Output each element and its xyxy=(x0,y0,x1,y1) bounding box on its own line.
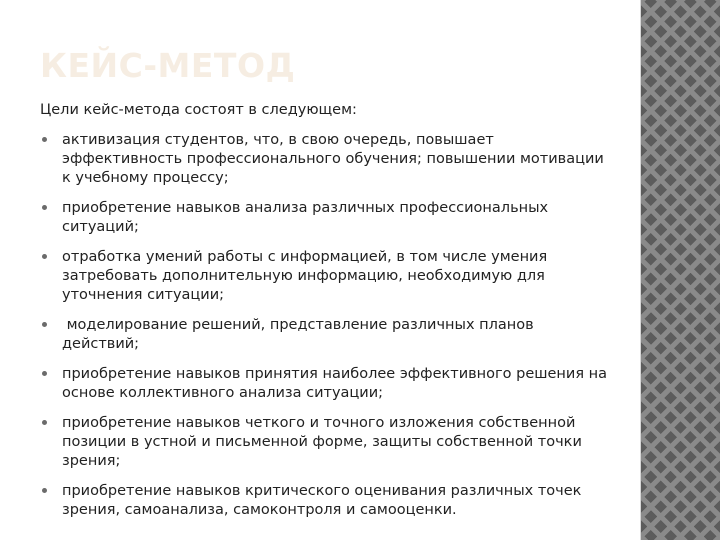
list-item-text: приобретение навыков принятия наиболее эффективного решения на основе коллективного анализа ситуации; xyxy=(62,366,612,401)
slide-title: КЕЙС-МЕТОД xyxy=(40,46,296,85)
bullet-icon xyxy=(42,205,47,210)
goals-list xyxy=(40,131,615,520)
bullet-icon xyxy=(42,254,47,259)
list-item-text: приобретение навыков анализа различных профессиональных ситуаций; xyxy=(62,200,553,235)
list-item xyxy=(40,316,615,354)
list-item xyxy=(40,199,615,237)
list-item xyxy=(40,131,615,188)
intro-text: Цели кейс-метода состоят в следующем: xyxy=(40,102,357,118)
bullet-icon xyxy=(42,488,47,493)
bullet-icon xyxy=(42,137,47,142)
slide-body xyxy=(40,101,615,531)
list-item xyxy=(40,414,615,471)
list-item-text: приобретение навыков четкого и точного изложения собственной позиции в устной и письменной форме, защиты собственной точки зрения; xyxy=(62,415,587,469)
list-item xyxy=(40,482,615,520)
list-item-text: приобретение навыков критического оценивания различных точек зрения, самоанализа, самоконтроля и самооценки. xyxy=(62,483,587,518)
decorative-side-band xyxy=(641,0,720,540)
bullet-icon xyxy=(42,420,47,425)
list-item xyxy=(40,248,615,305)
list-item xyxy=(40,365,615,403)
bullet-icon xyxy=(42,371,47,376)
bullet-icon xyxy=(42,322,47,327)
list-item-text: активизация студентов, что, в свою очередь, повышает эффективность профессионального обучения; повышении мотивации к учебному процессу; xyxy=(62,132,609,186)
list-item-text: отработка умений работы с информацией, в том числе умения затребовать дополнительную информацию, необходимую для уточнения ситуации; xyxy=(62,249,552,303)
list-item-text: моделирование решений, представление различных планов действий; xyxy=(62,317,539,352)
